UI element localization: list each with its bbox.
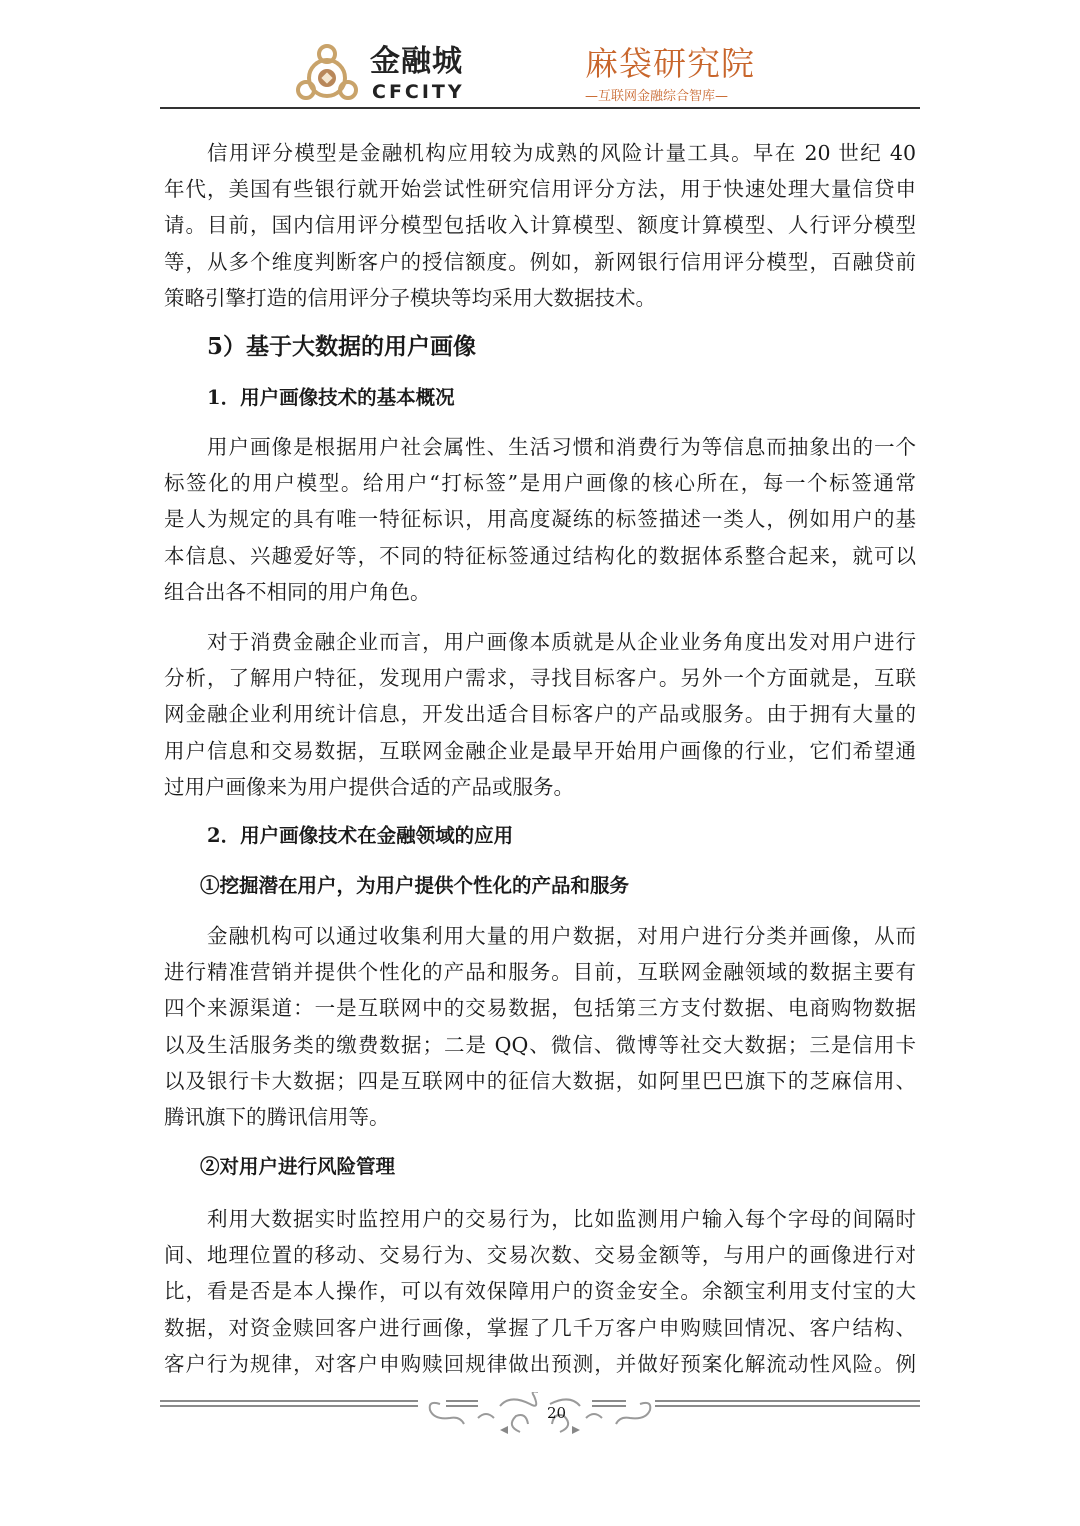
header-divider — [160, 107, 920, 109]
madai-institute-subtitle: —互联网金融综合智库— — [585, 89, 729, 104]
paragraph-line: 间、地理位置的移动、交易行为、交易次数、交易金额等，与用户的画像进行对 — [164, 1243, 916, 1268]
paragraph-line: 腾讯旗下的腾讯信用等。 — [164, 1105, 390, 1129]
paragraph-line: 用户信息和交易数据，互联网金融企业是最早开始用户画像的行业，它们希望通 — [164, 738, 916, 763]
paragraph-line: 本信息、兴趣爱好等，不同的特征标签通过结构化的数据体系整合起来，就可以 — [164, 543, 916, 568]
paragraph-line: 组合出各不相同的用户角色。 — [164, 579, 431, 604]
footer-ornament — [160, 1392, 920, 1442]
paragraph-line: 四个来源渠道：一是互联网中的交易数据，包括第三方支付数据、电商购物数据 — [164, 996, 916, 1021]
paragraph-line: 客户行为规律，对客户申购赎回规律做出预测，并做好预案化解流动性风险。例 — [164, 1351, 916, 1376]
paragraph-line: 进行精准营销并提供个性化的产品和服务。目前，互联网金融领域的数据主要有 — [164, 960, 916, 985]
ornament-divider-icon — [160, 1392, 920, 1442]
subsubsection-heading: ②对用户进行风险管理 — [200, 1155, 396, 1178]
paragraph-line: 策略引擎打造的信用评分子模块等均采用大数据技术。 — [164, 285, 656, 310]
paragraph-line: 年代，美国有些银行就开始尝试性研究信用评分方法，用于快速处理大量信贷申 — [164, 177, 916, 202]
paragraph-line: 对于消费金融企业而言，用户画像本质就是从企业业务角度出发对用户进行 — [207, 630, 916, 654]
paragraph-line: 数据，对资金赎回客户进行画像，掌握了几千万客户申购赎回情况、客户结构、 — [164, 1315, 916, 1340]
subsubsection-heading: ①挖掘潜在用户，为用户提供个性化的产品和服务 — [200, 874, 630, 897]
paragraph-line: 标签化的用户模型。给用户“打标签”是用户画像的核心所在，每一个标签通常 — [164, 471, 916, 496]
paragraph-line: 以及银行卡大数据；四是互联网中的征信大数据，如阿里巴巴旗下的芝麻信用、 — [164, 1068, 916, 1093]
paragraph-line: 用户画像是根据用户社会属性、生活习惯和消费行为等信息而抽象出的一个 — [207, 435, 916, 459]
paragraph-line: 以及生活服务类的缴费数据；二是 QQ、微信、微博等社交大数据；三是信用卡 — [164, 1032, 916, 1057]
page-number: 20 — [547, 1404, 567, 1422]
madai-institute-name: 麻袋研究院 — [585, 44, 755, 83]
cfcity-brand-en: CFCITY — [372, 81, 465, 103]
paragraph-line: 请。目前，国内信用评分模型包括收入计算模型、额度计算模型、人行评分模型 — [164, 213, 916, 238]
paragraph-line: 金融机构可以通过收集利用大量的用户数据，对用户进行分类并画像，从而 — [207, 924, 916, 948]
cfcity-logo-icon — [294, 42, 360, 106]
subsection-heading: 1．用户画像技术的基本概况 — [207, 386, 455, 409]
paragraph-line: 分析，了解用户特征，发现用户需求，寻找目标客户。另外一个方面就是，互联 — [164, 666, 916, 691]
paragraph-line: 比，看是否是本人操作，可以有效保障用户的资金安全。余额宝利用支付宝的大 — [164, 1279, 916, 1304]
section-heading: 5）基于大数据的用户画像 — [207, 333, 477, 360]
paragraph-line: 过用户画像来为用户提供合适的产品或服务。 — [164, 774, 574, 799]
paragraph-line: 利用大数据实时监控用户的交易行为，比如监测用户输入每个字母的间隔时 — [207, 1207, 916, 1231]
paragraph-line: 网金融企业利用统计信息，开发出适合目标客户的产品或服务。由于拥有大量的 — [164, 702, 916, 727]
subsection-heading: 2．用户画像技术在金融领域的应用 — [207, 824, 514, 847]
paragraph-line: 等，从多个维度判断客户的授信额度。例如，新网银行信用评分模型，百融贷前 — [164, 249, 916, 274]
paragraph-line: 是人为规定的具有唯一特征标识，用高度凝练的标签描述一类人，例如用户的基 — [164, 507, 916, 532]
cfcity-brand-name: 金融城 — [370, 44, 463, 79]
paragraph-line: 信用评分模型是金融机构应用较为成熟的风险计量工具。早在 20 世纪 40 — [207, 141, 916, 165]
